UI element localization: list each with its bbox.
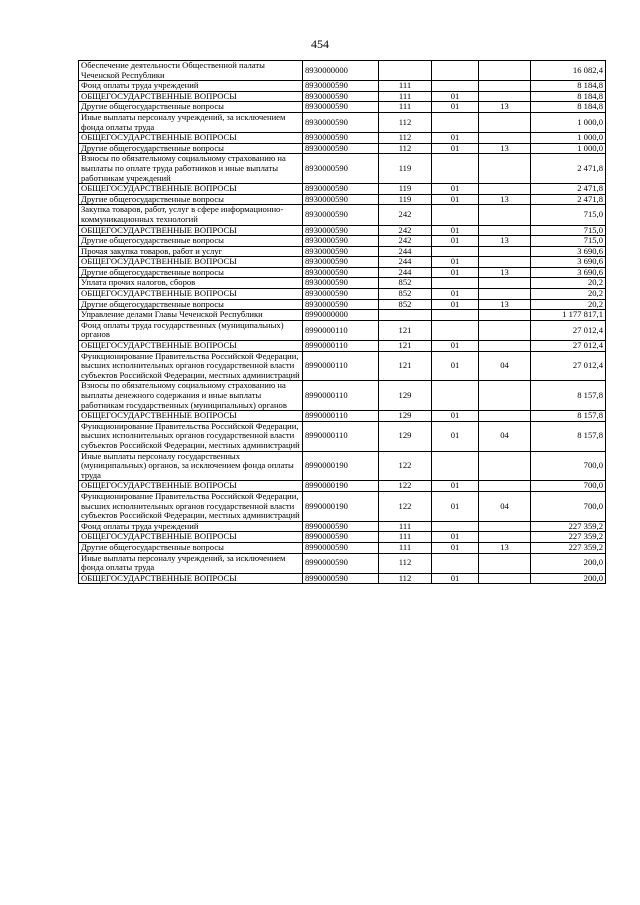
- row-name-cell: Взносы по обязательному социальному страхованию на выплаты денежного содержания и иные выплаты работникам государственных (муниципальных) органов: [79, 381, 303, 411]
- row-name-cell: Иные выплаты персоналу учреждений, за исключением фонда оплаты труда: [79, 112, 303, 132]
- row-pr-cell: [479, 133, 531, 144]
- row-code-cell: 8990000590: [303, 532, 379, 543]
- row-rz-cell: 01: [432, 411, 479, 422]
- table-row: [79, 521, 606, 532]
- row-amount-cell: 200,0: [531, 553, 606, 573]
- row-code-cell: 8990000590: [303, 521, 379, 532]
- table-row: [79, 299, 606, 310]
- row-vr-cell: 111: [379, 91, 432, 102]
- row-vr-cell: 111: [379, 521, 432, 532]
- row-pr-cell: [479, 81, 531, 92]
- row-vr-cell: 121: [379, 320, 432, 340]
- row-rz-cell: 01: [432, 542, 479, 553]
- row-name-cell: ОБЩЕГОСУДАРСТВЕННЫЕ ВОПРОСЫ: [79, 133, 303, 144]
- row-vr-cell: 112: [379, 143, 432, 154]
- row-pr-cell: [479, 61, 531, 81]
- row-code-cell: 8930000590: [303, 236, 379, 247]
- row-code-cell: 8990000190: [303, 491, 379, 521]
- row-code-cell: 8990000000: [303, 310, 379, 321]
- row-vr-cell: 119: [379, 154, 432, 184]
- row-amount-cell: 20,2: [531, 299, 606, 310]
- row-amount-cell: 227 359,2: [531, 521, 606, 532]
- row-rz-cell: 01: [432, 341, 479, 352]
- row-name-cell: Другие общегосударственные вопросы: [79, 194, 303, 205]
- row-pr-cell: [479, 310, 531, 321]
- row-amount-cell: 8 157,8: [531, 381, 606, 411]
- row-amount-cell: 8 157,8: [531, 411, 606, 422]
- row-rz-cell: [432, 553, 479, 573]
- row-amount-cell: 1 177 817,1: [531, 310, 606, 321]
- table-row: [79, 205, 606, 225]
- row-amount-cell: 27 012,4: [531, 341, 606, 352]
- row-code-cell: 8990000190: [303, 451, 379, 481]
- row-name-cell: Иные выплаты персоналу учреждений, за исключением фонда оплаты труда: [79, 553, 303, 573]
- row-pr-cell: 13: [479, 299, 531, 310]
- row-amount-cell: 2 471,8: [531, 194, 606, 205]
- row-amount-cell: 3 690,6: [531, 246, 606, 257]
- row-pr-cell: [479, 278, 531, 289]
- row-code-cell: 8930000590: [303, 91, 379, 102]
- row-vr-cell: 129: [379, 381, 432, 411]
- table-row: [79, 81, 606, 92]
- row-vr-cell: 244: [379, 267, 432, 278]
- row-amount-cell: 8 184,8: [531, 102, 606, 113]
- row-amount-cell: 200,0: [531, 573, 606, 584]
- row-amount-cell: 715,0: [531, 205, 606, 225]
- row-vr-cell: 852: [379, 299, 432, 310]
- row-pr-cell: [479, 573, 531, 584]
- table-row: [79, 225, 606, 236]
- row-vr-cell: 242: [379, 236, 432, 247]
- row-vr-cell: 121: [379, 341, 432, 352]
- row-rz-cell: [432, 112, 479, 132]
- table-row: [79, 91, 606, 102]
- row-amount-cell: 2 471,8: [531, 154, 606, 184]
- table-row: [79, 194, 606, 205]
- table-row: [79, 411, 606, 422]
- table-row: [79, 573, 606, 584]
- row-code-cell: 8930000590: [303, 225, 379, 236]
- row-amount-cell: 3 690,6: [531, 257, 606, 268]
- row-vr-cell: 121: [379, 351, 432, 381]
- row-amount-cell: 20,2: [531, 278, 606, 289]
- row-code-cell: 8990000110: [303, 421, 379, 451]
- row-rz-cell: 01: [432, 133, 479, 144]
- row-rz-cell: 01: [432, 421, 479, 451]
- row-rz-cell: 01: [432, 532, 479, 543]
- row-amount-cell: 1 000,0: [531, 112, 606, 132]
- page-number: 454: [311, 37, 329, 51]
- row-pr-cell: 13: [479, 542, 531, 553]
- row-code-cell: 8930000590: [303, 257, 379, 268]
- row-name-cell: ОБЩЕГОСУДАРСТВЕННЫЕ ВОПРОСЫ: [79, 532, 303, 543]
- row-rz-cell: 01: [432, 257, 479, 268]
- table-row: [79, 61, 606, 81]
- row-pr-cell: [479, 320, 531, 340]
- table-row: [79, 381, 606, 411]
- table-row: [79, 542, 606, 553]
- row-rz-cell: 01: [432, 184, 479, 195]
- row-pr-cell: [479, 381, 531, 411]
- row-code-cell: 8930000590: [303, 278, 379, 289]
- row-code-cell: 8930000590: [303, 246, 379, 257]
- row-pr-cell: [479, 481, 531, 492]
- row-code-cell: 8930000590: [303, 154, 379, 184]
- row-rz-cell: 01: [432, 225, 479, 236]
- row-code-cell: 8930000590: [303, 102, 379, 113]
- row-amount-cell: 3 690,6: [531, 267, 606, 278]
- row-pr-cell: 04: [479, 351, 531, 381]
- row-pr-cell: [479, 246, 531, 257]
- row-rz-cell: 01: [432, 481, 479, 492]
- row-pr-cell: [479, 257, 531, 268]
- table-row: [79, 320, 606, 340]
- row-name-cell: ОБЩЕГОСУДАРСТВЕННЫЕ ВОПРОСЫ: [79, 91, 303, 102]
- row-name-cell: Обеспечение деятельности Общественной палаты Чеченской Республики: [79, 61, 303, 81]
- row-name-cell: ОБЩЕГОСУДАРСТВЕННЫЕ ВОПРОСЫ: [79, 481, 303, 492]
- row-rz-cell: 01: [432, 299, 479, 310]
- row-pr-cell: [479, 451, 531, 481]
- row-amount-cell: 20,2: [531, 289, 606, 300]
- row-amount-cell: 715,0: [531, 236, 606, 247]
- row-rz-cell: [432, 81, 479, 92]
- row-name-cell: Закупка товаров, работ, услуг в сфере информационно-коммуникационных технологий: [79, 205, 303, 225]
- table-row: [79, 553, 606, 573]
- row-vr-cell: 112: [379, 112, 432, 132]
- table-row: [79, 236, 606, 247]
- table-row: [79, 154, 606, 184]
- row-name-cell: Другие общегосударственные вопросы: [79, 299, 303, 310]
- row-vr-cell: 122: [379, 451, 432, 481]
- table-row: [79, 102, 606, 113]
- row-amount-cell: 700,0: [531, 481, 606, 492]
- row-rz-cell: [432, 381, 479, 411]
- row-vr-cell: [379, 61, 432, 81]
- row-pr-cell: [479, 91, 531, 102]
- row-vr-cell: 242: [379, 205, 432, 225]
- row-pr-cell: [479, 225, 531, 236]
- row-name-cell: Другие общегосударственные вопросы: [79, 267, 303, 278]
- row-amount-cell: 27 012,4: [531, 320, 606, 340]
- row-name-cell: ОБЩЕГОСУДАРСТВЕННЫЕ ВОПРОСЫ: [79, 184, 303, 195]
- row-vr-cell: 244: [379, 246, 432, 257]
- table-row: [79, 481, 606, 492]
- row-pr-cell: 04: [479, 421, 531, 451]
- row-name-cell: Фонд оплаты труда учреждений: [79, 81, 303, 92]
- table-row: [79, 421, 606, 451]
- row-code-cell: 8930000590: [303, 205, 379, 225]
- row-code-cell: 8930000590: [303, 112, 379, 132]
- row-name-cell: ОБЩЕГОСУДАРСТВЕННЫЕ ВОПРОСЫ: [79, 289, 303, 300]
- row-vr-cell: 112: [379, 573, 432, 584]
- row-name-cell: ОБЩЕГОСУДАРСТВЕННЫЕ ВОПРОСЫ: [79, 573, 303, 584]
- row-rz-cell: 01: [432, 573, 479, 584]
- row-code-cell: 8990000110: [303, 341, 379, 352]
- table-row: [79, 257, 606, 268]
- row-vr-cell: 852: [379, 289, 432, 300]
- row-name-cell: Фонд оплаты труда государственных (муниципальных) органов: [79, 320, 303, 340]
- row-vr-cell: 111: [379, 542, 432, 553]
- row-amount-cell: 1 000,0: [531, 133, 606, 144]
- row-code-cell: 8930000590: [303, 81, 379, 92]
- row-pr-cell: [479, 553, 531, 573]
- row-vr-cell: 122: [379, 491, 432, 521]
- row-amount-cell: 700,0: [531, 451, 606, 481]
- row-rz-cell: [432, 451, 479, 481]
- row-amount-cell: 227 359,2: [531, 532, 606, 543]
- row-rz-cell: [432, 521, 479, 532]
- row-rz-cell: 01: [432, 289, 479, 300]
- row-pr-cell: 13: [479, 143, 531, 154]
- row-code-cell: 8930000590: [303, 143, 379, 154]
- row-name-cell: Иные выплаты персоналу государственных (муниципальных) органов, за исключением фонда оплаты труда: [79, 451, 303, 481]
- row-code-cell: 8990000110: [303, 411, 379, 422]
- row-name-cell: Прочая закупка товаров, работ и услуг: [79, 246, 303, 257]
- row-name-cell: Другие общегосударственные вопросы: [79, 236, 303, 247]
- row-pr-cell: 13: [479, 194, 531, 205]
- row-code-cell: 8990000190: [303, 481, 379, 492]
- row-name-cell: Функционирование Правительства Российской Федерации, высших исполнительных органов государственной власти субъектов Российской Федерации, местных администраций: [79, 351, 303, 381]
- table-row: [79, 351, 606, 381]
- table-row: [79, 112, 606, 132]
- row-code-cell: 8990000590: [303, 553, 379, 573]
- row-vr-cell: 111: [379, 102, 432, 113]
- row-rz-cell: [432, 246, 479, 257]
- row-name-cell: Другие общегосударственные вопросы: [79, 542, 303, 553]
- row-vr-cell: [379, 310, 432, 321]
- row-pr-cell: 04: [479, 491, 531, 521]
- table-row: [79, 532, 606, 543]
- row-rz-cell: [432, 154, 479, 184]
- budget-table-body: [79, 61, 606, 584]
- row-pr-cell: 13: [479, 267, 531, 278]
- row-amount-cell: 227 359,2: [531, 542, 606, 553]
- row-code-cell: 8930000590: [303, 299, 379, 310]
- row-rz-cell: [432, 61, 479, 81]
- table-row: [79, 184, 606, 195]
- row-pr-cell: [479, 532, 531, 543]
- row-name-cell: Фонд оплаты труда учреждений: [79, 521, 303, 532]
- row-vr-cell: 111: [379, 532, 432, 543]
- row-code-cell: 8930000590: [303, 267, 379, 278]
- row-pr-cell: [479, 154, 531, 184]
- row-name-cell: Другие общегосударственные вопросы: [79, 143, 303, 154]
- row-vr-cell: 122: [379, 481, 432, 492]
- row-vr-cell: 129: [379, 421, 432, 451]
- row-pr-cell: 13: [479, 102, 531, 113]
- row-rz-cell: [432, 310, 479, 321]
- row-name-cell: Уплата прочих налогов, сборов: [79, 278, 303, 289]
- table-row: [79, 246, 606, 257]
- row-amount-cell: 715,0: [531, 225, 606, 236]
- budget-table: [78, 60, 606, 584]
- row-code-cell: 8930000590: [303, 289, 379, 300]
- row-amount-cell: 27 012,4: [531, 351, 606, 381]
- row-name-cell: ОБЩЕГОСУДАРСТВЕННЫЕ ВОПРОСЫ: [79, 341, 303, 352]
- row-rz-cell: 01: [432, 102, 479, 113]
- row-vr-cell: 242: [379, 225, 432, 236]
- table-row: [79, 143, 606, 154]
- row-name-cell: ОБЩЕГОСУДАРСТВЕННЫЕ ВОПРОСЫ: [79, 411, 303, 422]
- row-code-cell: 8990000590: [303, 573, 379, 584]
- row-rz-cell: 01: [432, 236, 479, 247]
- row-code-cell: 8930000000: [303, 61, 379, 81]
- table-row: [79, 133, 606, 144]
- row-vr-cell: 119: [379, 184, 432, 195]
- row-name-cell: Другие общегосударственные вопросы: [79, 102, 303, 113]
- row-vr-cell: 129: [379, 411, 432, 422]
- row-vr-cell: 112: [379, 553, 432, 573]
- table-row: [79, 451, 606, 481]
- row-amount-cell: 16 082,4: [531, 61, 606, 81]
- row-rz-cell: [432, 278, 479, 289]
- table-row: [79, 267, 606, 278]
- row-name-cell: Управление делами Главы Чеченской Республики: [79, 310, 303, 321]
- row-pr-cell: 13: [479, 236, 531, 247]
- row-name-cell: Взносы по обязательному социальному страхованию на выплаты по оплате труда работников и иные выплаты работникам учреждений: [79, 154, 303, 184]
- row-rz-cell: 01: [432, 351, 479, 381]
- table-row: [79, 491, 606, 521]
- row-code-cell: 8990000110: [303, 381, 379, 411]
- row-amount-cell: 8 184,8: [531, 91, 606, 102]
- row-rz-cell: [432, 205, 479, 225]
- row-amount-cell: 8 184,8: [531, 81, 606, 92]
- table-row: [79, 310, 606, 321]
- row-rz-cell: 01: [432, 143, 479, 154]
- row-name-cell: ОБЩЕГОСУДАРСТВЕННЫЕ ВОПРОСЫ: [79, 257, 303, 268]
- row-amount-cell: 1 000,0: [531, 143, 606, 154]
- row-rz-cell: [432, 320, 479, 340]
- row-pr-cell: [479, 289, 531, 300]
- row-vr-cell: 244: [379, 257, 432, 268]
- row-name-cell: ОБЩЕГОСУДАРСТВЕННЫЕ ВОПРОСЫ: [79, 225, 303, 236]
- row-pr-cell: [479, 184, 531, 195]
- row-vr-cell: 119: [379, 194, 432, 205]
- row-code-cell: 8990000110: [303, 351, 379, 381]
- row-pr-cell: [479, 411, 531, 422]
- row-vr-cell: 852: [379, 278, 432, 289]
- row-amount-cell: 8 157,8: [531, 421, 606, 451]
- row-pr-cell: [479, 521, 531, 532]
- row-code-cell: 8930000590: [303, 133, 379, 144]
- row-amount-cell: 700,0: [531, 491, 606, 521]
- row-code-cell: 8990000590: [303, 542, 379, 553]
- row-rz-cell: 01: [432, 491, 479, 521]
- row-name-cell: Функционирование Правительства Российской Федерации, высших исполнительных органов государственной власти субъектов Российской Федерации, местных администраций: [79, 421, 303, 451]
- row-pr-cell: [479, 341, 531, 352]
- row-vr-cell: 112: [379, 133, 432, 144]
- row-amount-cell: 2 471,8: [531, 184, 606, 195]
- table-row: [79, 278, 606, 289]
- table-row: [79, 289, 606, 300]
- row-code-cell: 8990000110: [303, 320, 379, 340]
- row-pr-cell: [479, 112, 531, 132]
- row-vr-cell: 111: [379, 81, 432, 92]
- table-row: [79, 341, 606, 352]
- row-rz-cell: 01: [432, 194, 479, 205]
- row-code-cell: 8930000590: [303, 194, 379, 205]
- row-rz-cell: 01: [432, 91, 479, 102]
- row-pr-cell: [479, 205, 531, 225]
- row-code-cell: 8930000590: [303, 184, 379, 195]
- row-rz-cell: 01: [432, 267, 479, 278]
- row-name-cell: Функционирование Правительства Российской Федерации, высших исполнительных органов государственной власти субъектов Российской Федерации, местных администраций: [79, 491, 303, 521]
